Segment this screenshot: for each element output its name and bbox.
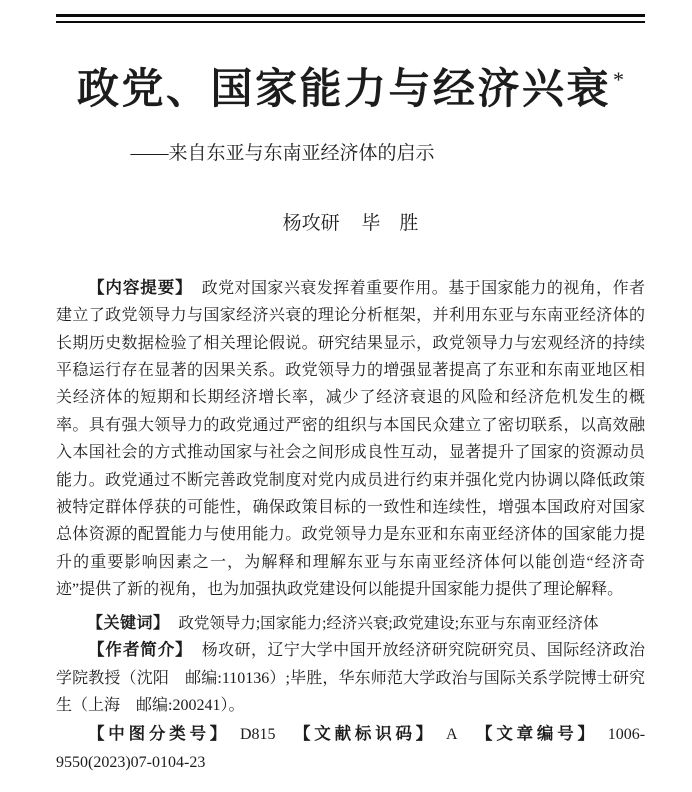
author-name-2: 毕 胜 <box>361 212 419 234</box>
article-no-label: 【文章编号】 <box>472 725 598 744</box>
article-no-value: 1006-9550(2023)07-0104-23 <box>56 726 646 771</box>
abstract-paragraph <box>56 275 645 604</box>
keywords-label: 【关键词】 <box>87 614 170 632</box>
authors-row <box>56 211 645 237</box>
page-title <box>56 67 645 113</box>
paper-subtitle: ——来自东亚与东南亚经济体的启示 <box>130 142 435 164</box>
header-double-rule <box>56 14 645 23</box>
clc-label: 【中图分类号】 <box>88 725 231 744</box>
doc-code-value: A <box>445 726 458 744</box>
author-name-1: 杨攻研 <box>282 212 340 234</box>
author-bio-text: 杨攻研，辽宁大学中国开放经济研究院研究员、国际经济政治学院教授（沈阳 邮编:110136）;毕胜，华东师范大学政治与国际关系学院博士研究生（上海 邮编:200241）。 <box>56 642 645 714</box>
keywords-text: 政党领导力;国家能力;经济兴衰;政党建设;东亚与东南亚经济体 <box>178 614 599 632</box>
header-rule-thin <box>56 21 645 23</box>
author-bio-paragraph <box>56 637 645 719</box>
classification-paragraph <box>56 721 645 776</box>
author-bio-label: 【作者简介】 <box>88 641 193 660</box>
clc-value: D815 <box>239 726 276 744</box>
title-text: 政党、国家能力与经济兴衰 <box>76 66 611 113</box>
title-footnote-marker: * <box>613 66 624 92</box>
header-rule-thick <box>56 14 645 17</box>
abstract-text: 政党对国家兴衰发挥着重要作用。基于国家能力的视角，作者建立了政党领导力与国家经济兴衰的理论分析框架，并利用东亚与东南亚经济体的长期历史数据检验了相关理论假说。研究结果显示，政党领导力与宏观经济的持续平稳运行存在显著的因果关系。政党领导力的增强显著提高了东亚和东南亚地区相关经济体的短期和长期经济增长率，减少了经济衰退的风险和经济危机发生的概率。具有强大领导力的政党通过严密的组织与本国民众建立了密切联系，以高效融入本国社会的方式推动国家与社会之间形成良性互动，显著提升了国家的资源动员能力。政党通过不断完善政党制度对党内成员进行约束并强化党内协调以降低政策被特定群体俘获的可能性，确保政策目标的一致性和连续性，增强本国政府对国家总体资源的配置能力与使用能力。政党领导力是东亚和东南亚经济体的国家能力提升的重要影响因素之一，为解释和理解东亚与东南亚经济体何以能创造“经济奇迹”提供了新的视角，也为加强执政党建设何以能提升国家能力提供了理论解释。 <box>56 279 645 599</box>
doc-code-label: 【文献标识码】 <box>290 725 437 744</box>
keywords-paragraph <box>56 610 645 637</box>
abstract-label: 【内容提要】 <box>88 278 193 297</box>
